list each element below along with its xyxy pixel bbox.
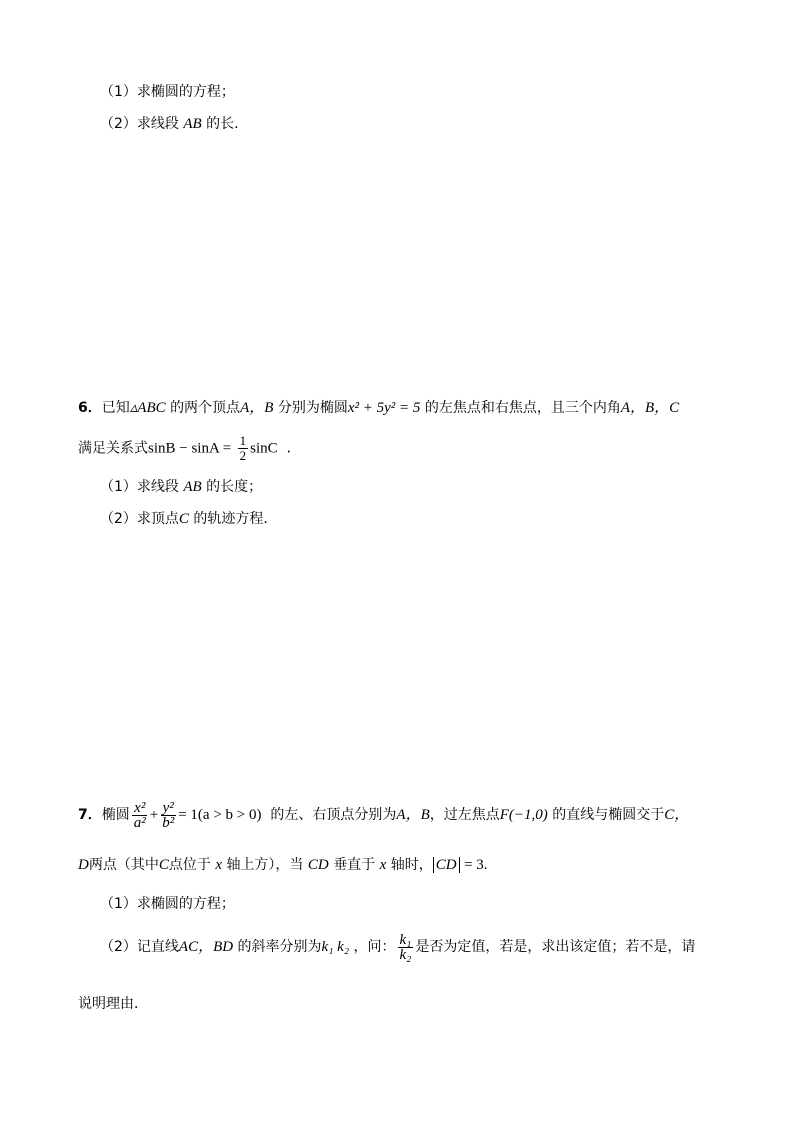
q7-part2-continued: 说明理由． [78,996,148,1012]
q7-fraction-y: $\frac{\text{y²}}{\text{b²}}$ [162,799,175,831]
q6-part1: （1）求线段 AB 的长度； [100,479,263,495]
q6-part2: （2）求顶点C 的轨迹方程． [100,511,278,527]
q6-statement-line2: 满足关系式sinB − sinA = $\frac{1}{2}$ sinC ． [78,433,301,463]
q6-fraction: $\frac{1}{2}$ [239,433,247,463]
q7-statement-line1: 7．椭圆 $\frac{\text{x²}}{\text{a²}}$ + $\frac{\text{y²}}{\text{b²}}$ = 1(a > b > 0) 的左、右顶点分别为A，B，过左焦点F(−1,0) 的直线与椭圆交于C， [78,799,690,831]
q7-part1: （1）求椭圆的方程； [100,896,235,912]
q7-statement-line2: D两点（其中C点位于 x 轴上方），当 CD 垂直于 x 轴时， CD = 3. [78,857,488,873]
q7-fraction-x: $\frac{\text{x²}}{\text{a²}}$ [133,799,146,831]
q5-part2: （2）求线段 AB 的长. [100,116,239,132]
q7-part2: （2）记直线AC，BD 的斜率分别为k₁ k₂ ，问： $\frac{\text{k₁}}{\text{k₂}}$ 是否为定值，若是，求出该定值；若不是，请 [100,931,696,963]
q6-statement-line1: 6．已知▵ABC 的两个顶点A，B 分别为椭圆x² + 5y² = 5 的左焦点和右焦点，且三个内角A，B，C [78,400,680,416]
q5-part1: （1）求椭圆的方程； [100,84,235,100]
q7-fraction-k: $\frac{\text{k₁}}{\text{k₂}}$ [399,931,412,963]
